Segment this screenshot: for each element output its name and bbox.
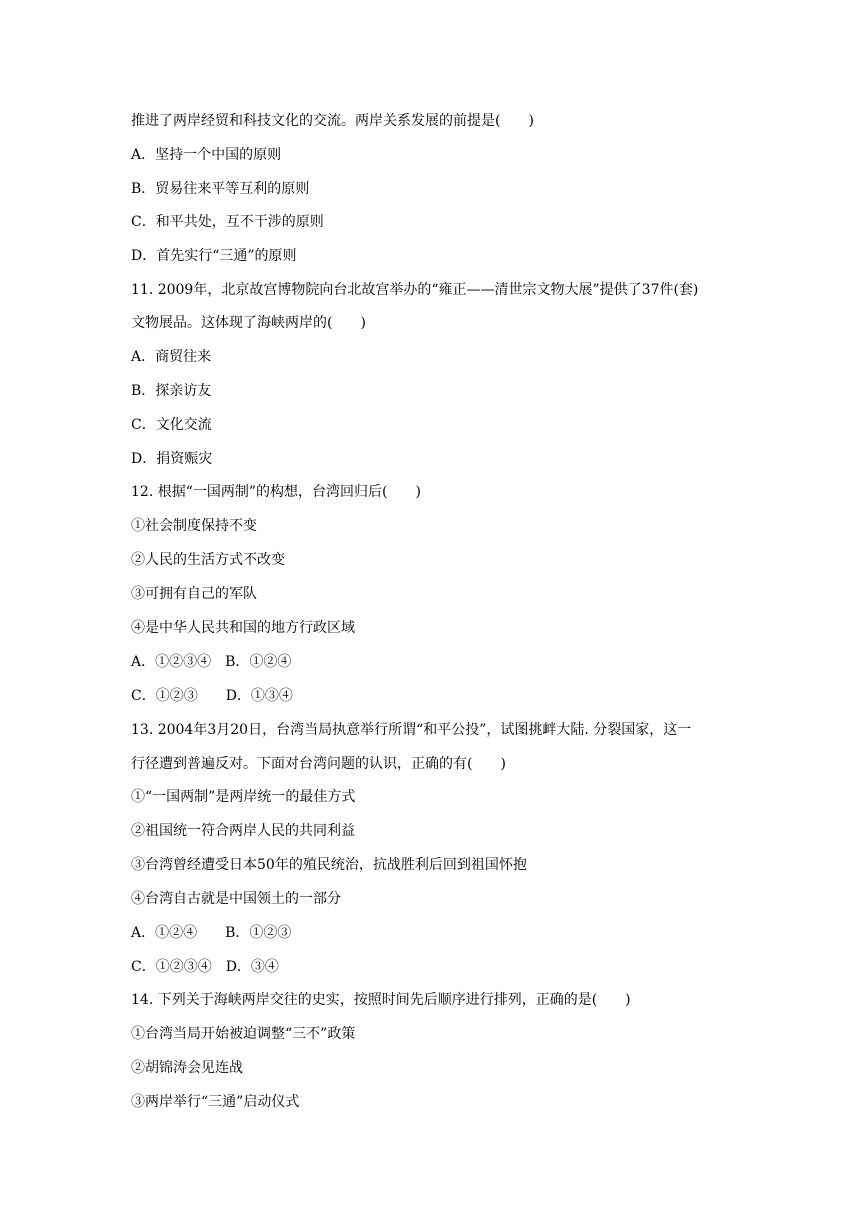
question-11-stem: 11. 2009年，北京故宫博物院向台北故宫举办的“雍正——清世宗文物大展”提供了37件(套)	[131, 282, 699, 298]
statement-2: ②胡锦涛会见连战	[131, 1060, 243, 1076]
options-ab: A．①②③④ B．①②④	[131, 654, 292, 670]
statement-2: ②祖国统一符合两岸人民的共同利益	[131, 823, 355, 839]
question-12-stem: 12. 根据“一国两制”的构想，台湾回归后( )	[131, 484, 421, 500]
statement-2: ②人民的生活方式不改变	[131, 552, 285, 568]
question-13-stem-continued: 行径遭到普遍反对。下面对台湾问题的认识，正确的有( )	[131, 756, 506, 772]
options-ab: A．①②④ B．①②③	[131, 925, 292, 941]
statement-1: ①社会制度保持不变	[131, 518, 257, 534]
statement-1: ①“一国两制”是两岸统一的最佳方式	[131, 789, 356, 805]
option-b: B．贸易往来平等互利的原则	[131, 181, 310, 197]
statement-4: ④台湾自古就是中国领土的一部分	[131, 891, 341, 907]
option-a: A．商贸往来	[131, 349, 212, 365]
statement-3: ③台湾曾经遭受日本50年的殖民统治，抗战胜利后回到祖国怀抱	[131, 857, 527, 873]
statement-3: ③可拥有自己的军队	[131, 586, 257, 602]
question-14-stem: 14. 下列关于海峡两岸交往的史实，按照时间先后顺序进行排列，正确的是( )	[131, 992, 631, 1008]
option-c: C．和平共处，互不干涉的原则	[131, 214, 324, 230]
question-10-stem-continued: 推进了两岸经贸和科技文化的交流。两岸关系发展的前提是( )	[131, 113, 534, 129]
option-c: C．文化交流	[131, 417, 212, 433]
question-11-stem-continued: 文物展品。这体现了海峡两岸的( )	[131, 315, 366, 331]
options-cd: C．①②③④ D．③④	[131, 959, 279, 975]
statement-3: ③两岸举行“三通”启动仪式	[131, 1094, 300, 1110]
option-d: D．捐资赈灾	[131, 451, 213, 467]
statement-1: ①台湾当局开始被迫调整“三不”政策	[131, 1026, 356, 1042]
option-d: D．首先实行“三通”的原则	[131, 248, 297, 264]
options-cd: C．①②③ D．①③④	[131, 688, 293, 704]
option-b: B．探亲访友	[131, 383, 212, 399]
option-a: A．坚持一个中国的原则	[131, 147, 282, 163]
statement-4: ④是中华人民共和国的地方行政区域	[131, 620, 355, 636]
question-13-stem: 13. 2004年3月20日，台湾当局执意举行所谓“和平公投”，试图挑衅大陆. 分裂国家，这一	[131, 722, 692, 738]
